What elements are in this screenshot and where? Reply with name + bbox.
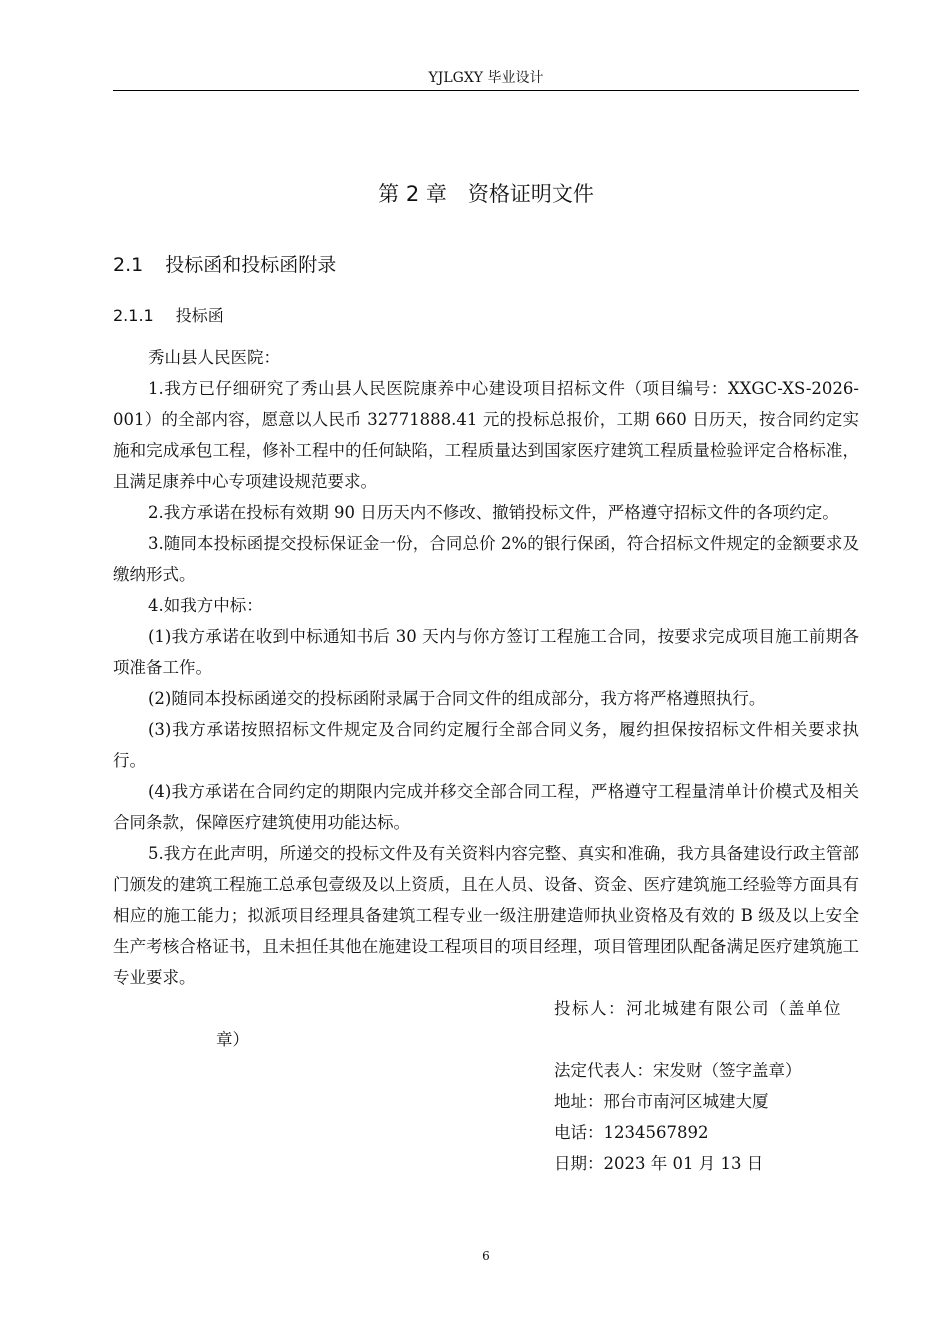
paragraph-2: 2.我方承诺在投标有效期 90 日历天内不修改、撤销投标文件，严格遵守招标文件的各项约定。 — [148, 503, 839, 522]
paragraph-1: 1.我方已仔细研究了秀山县人民医院康养中心建设项目招标文件（项目编号：XXGC-XS-2026-001）的全部内容，愿意以人民币 32771888.41 元的投标总报价，工期 660 日历天，按合同约定实施和完成承包工程，修补工程中的任何缺陷，工程质量达到国家医疗建筑工程质量检验评定合格标准，且满足康养中心专项建设规范要求。 — [113, 379, 859, 491]
signature-block — [113, 993, 859, 1179]
paragraph-3: 3.随同本投标函提交投标保证金一份，合同总价 2%的银行保函，符合招标文件规定的金额要求及缴纳形式。 — [113, 534, 859, 584]
signature-phone: 电话：1234567892 — [554, 1123, 709, 1142]
signature-representative: 法定代表人：宋发财（签字盖章） — [554, 1061, 802, 1080]
paragraph-4-2: (2)随同本投标函递交的投标函附录属于合同文件的组成部分，我方将严格遵照执行。 — [148, 689, 766, 708]
chapter-title: 第 2 章 资格证明文件 — [378, 182, 594, 206]
signature-date: 日期：2023 年 01 月 13 日 — [554, 1154, 764, 1173]
page-number: 6 — [482, 1249, 490, 1263]
paragraph-4: 4.如我方中标： — [148, 596, 263, 615]
section-heading — [113, 250, 336, 280]
subsection-title: 投标函 — [175, 306, 224, 325]
signature-bidder: 投标人：河北城建有限公司（盖单位 — [554, 999, 842, 1018]
subsection-heading — [113, 302, 224, 330]
signature-address: 地址：邢台市南河区城建大厦 — [554, 1092, 769, 1111]
letter-body — [113, 342, 859, 1179]
paragraph-4-3: (3)我方承诺按照招标文件规定及合同约定履行全部合同义务，履约担保按招标文件相关要求执行。 — [113, 720, 859, 770]
paragraph-4-1: (1)我方承诺在收到中标通知书后 30 天内与你方签订工程施工合同，按要求完成项目施工前期各项准备工作。 — [113, 627, 859, 677]
section-number: 2.1 — [113, 254, 144, 276]
signature-bidder-continued: 章） — [216, 1030, 249, 1049]
salutation: 秀山县人民医院： — [148, 348, 280, 367]
subsection-number: 2.1.1 — [113, 306, 154, 325]
section-title: 投标函和投标函附录 — [165, 254, 337, 276]
page-header: YJLGXY 毕业设计 — [428, 70, 544, 86]
paragraph-5: 5.我方在此声明，所递交的投标文件及有关资料内容完整、真实和准确，我方具备建设行政主管部门颁发的建筑工程施工总承包壹级及以上资质，且在人员、设备、资金、医疗建筑施工经验等方面具有相应的施工能力；拟派项目经理具备建筑工程专业一级注册建造师执业资格及有效的 B 级及以上安全生产考核合格证书，且未担任其他在施建设工程项目的项目经理，项目管理团队配备满足医疗建筑施工专业要求。 — [113, 844, 859, 987]
header-rule — [113, 90, 859, 91]
paragraph-4-4: (4)我方承诺在合同约定的期限内完成并移交全部合同工程，严格遵守工程量清单计价模式及相关合同条款，保障医疗建筑使用功能达标。 — [113, 782, 859, 832]
